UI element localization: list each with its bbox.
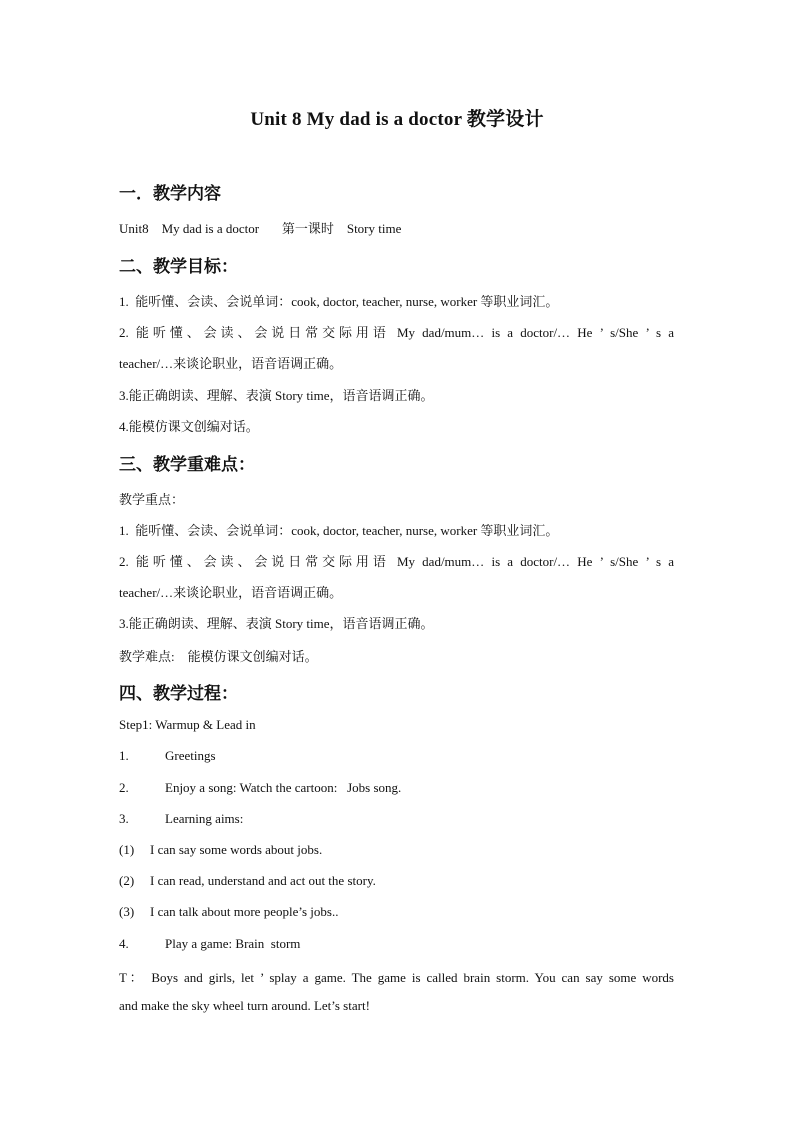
key-point-item-2-cont: teacher/…来谈论职业，语音语调正确。 — [119, 585, 343, 600]
key-point-item-1: 1. 能听懂、会读、会说单词：cook, doctor, teacher, nurse, worker 等职业词汇。 — [119, 523, 559, 538]
process-step-1 — [119, 748, 216, 764]
aim-number: (3) — [119, 904, 135, 919]
aim-number: (2) — [119, 873, 135, 888]
learning-aim-2 — [119, 873, 376, 889]
step1-label: Step1: Warmup & Lead in — [119, 717, 256, 732]
step-text: Play a game: Brain storm — [165, 936, 301, 951]
learning-aim-1 — [119, 842, 322, 858]
teacher-line-1: T： Boys and girls, let ’ splay a game. The game is called brain storm. You can say some words — [119, 970, 674, 985]
key-points-label: 教学重点： — [119, 492, 185, 507]
section-heading-content: 一．教学内容 — [119, 184, 221, 203]
objective-item-4: 4.能模仿课文创编对话。 — [119, 419, 259, 434]
objective-item-2: 2. 能听懂、会读、会说日常交际用语 My dad/mum… is a doctor/… He ’ s/She ’ s a — [119, 325, 674, 340]
learning-aim-3 — [119, 904, 338, 920]
process-step-4 — [119, 936, 300, 952]
aim-text: I can say some words about jobs. — [150, 842, 323, 857]
step-text: Enjoy a song: Watch the cartoon: Jobs song. — [165, 780, 402, 795]
content-line: Unit8 My dad is a doctor 第一课时 Story time — [119, 221, 402, 236]
objective-item-2-cont: teacher/…来谈论职业，语音语调正确。 — [119, 356, 343, 371]
section-heading-process: 四、教学过程： — [119, 684, 238, 703]
process-step-2 — [119, 780, 401, 796]
step-number: 1. — [119, 748, 129, 763]
document-title: Unit 8 My dad is a doctor 教学设计 — [250, 109, 544, 130]
step-number: 2. — [119, 780, 129, 795]
key-point-item-2: 2. 能听懂、会读、会说日常交际用语 My dad/mum… is a doctor/… He ’ s/She ’ s a — [119, 554, 674, 569]
difficulty-line: 教学难点: 能模仿课文创编对话。 — [119, 649, 318, 664]
step-text: Learning aims: — [165, 811, 244, 826]
objective-item-1: 1. 能听懂、会读、会说单词：cook, doctor, teacher, nurse, worker 等职业词汇。 — [119, 294, 559, 309]
aim-number: (1) — [119, 842, 135, 857]
process-step-3 — [119, 811, 243, 827]
section-heading-objectives: 二、教学目标： — [119, 257, 238, 276]
step-number: 4. — [119, 936, 129, 951]
section-heading-key-points: 三、教学重难点： — [119, 455, 255, 474]
objective-item-3: 3.能正确朗读、理解、表演 Story time，语音语调正确。 — [119, 388, 434, 403]
teacher-line-2: and make the sky wheel turn around. Let’s start! — [119, 998, 370, 1013]
aim-text: I can read, understand and act out the story. — [150, 873, 376, 888]
step-number: 3. — [119, 811, 129, 826]
aim-text: I can talk about more people’s jobs.. — [150, 904, 339, 919]
step-text: Greetings — [165, 748, 216, 763]
key-point-item-3: 3.能正确朗读、理解、表演 Story time，语音语调正确。 — [119, 616, 434, 631]
